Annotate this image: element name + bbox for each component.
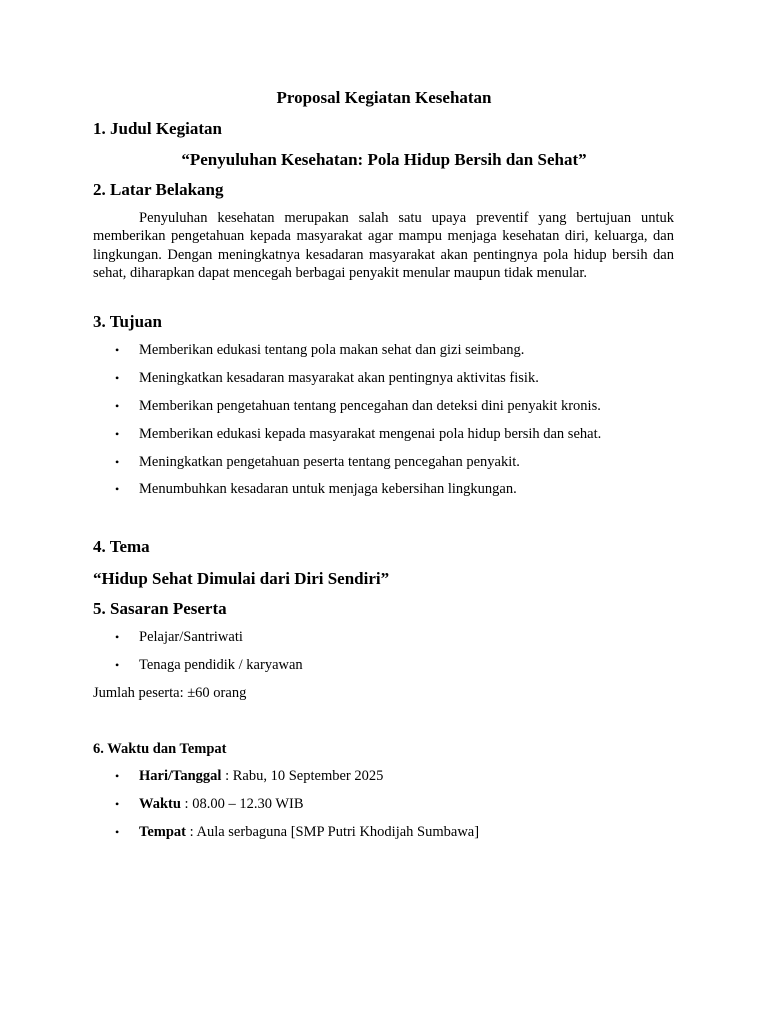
list-item: [0, 453, 768, 471]
section-heading-latar-belakang: 2. Latar Belakang: [93, 180, 224, 199]
bullet-icon: •: [115, 371, 120, 385]
activity-title: “Penyuluhan Kesehatan: Pola Hidup Bersih dan Sehat”: [181, 150, 587, 169]
detail-value: : Aula serbaguna [SMP Putri Khodijah Sumbawa]: [186, 824, 480, 840]
section-heading-waktu-tempat: 6. Waktu dan Tempat: [93, 741, 227, 757]
objective-text: Memberikan pengetahuan tentang pencegahan dan deteksi dini penyakit kronis.: [139, 398, 601, 414]
list-item: [0, 795, 768, 813]
bullet-icon: •: [115, 455, 120, 469]
schedule-detail: [139, 795, 304, 813]
detail-label: Tempat: [139, 824, 186, 840]
section-heading-tema: 4. Tema: [93, 537, 150, 556]
objective-text: Memberikan edukasi kepada masyarakat mengenai pola hidup bersih dan sehat.: [139, 426, 602, 442]
detail-label: Hari/Tanggal: [139, 768, 222, 784]
section-heading-tujuan: 3. Tujuan: [93, 312, 162, 331]
objective-text: Meningkatkan pengetahuan peserta tentang pencegahan penyakit.: [139, 454, 520, 470]
list-item: [0, 397, 768, 415]
participant-group-text: Pelajar/Santriwati: [139, 629, 243, 645]
objective-text: Meningkatkan kesadaran masyarakat akan pentingnya aktivitas fisik.: [139, 370, 539, 386]
bullet-icon: •: [115, 658, 120, 672]
list-item: [0, 656, 768, 674]
section-heading-sasaran-peserta: 5. Sasaran Peserta: [93, 599, 227, 618]
bullet-icon: •: [115, 427, 120, 441]
bullet-icon: •: [115, 343, 120, 357]
list-item: [0, 369, 768, 387]
list-item: [0, 628, 768, 646]
bullet-icon: •: [115, 482, 120, 496]
bullet-icon: •: [115, 399, 120, 413]
detail-value: : 08.00 – 12.30 WIB: [180, 796, 304, 812]
list-item: [0, 480, 768, 498]
objective-text: Memberikan edukasi tentang pola makan sehat dan gizi seimbang.: [139, 342, 525, 358]
background-paragraph: Penyuluhan kesehatan merupakan salah satu upaya preventif yang bertujuan untuk memberikan pengetahuan kepada masyarakat agar mampu menjaga kesehatan diri, keluarga, dan lingkungan. Dengan meningkatnya kesadaran masyarakat akan pentingnya pola hidup bersih dan sehat, diharapkan dapat mencegah berbagai penyakit menular maupun tidak menular.: [93, 210, 674, 281]
participant-group-text: Tenaga pendidik / karyawan: [139, 657, 303, 673]
detail-label: Waktu: [139, 796, 181, 812]
bullet-icon: •: [115, 825, 120, 839]
schedule-detail: [139, 823, 479, 841]
bullet-icon: •: [115, 630, 120, 644]
list-item: [0, 425, 768, 443]
theme-text: “Hidup Sehat Dimulai dari Diri Sendiri”: [93, 569, 390, 588]
list-item: [0, 341, 768, 359]
list-item: [0, 823, 768, 841]
bullet-icon: •: [115, 797, 120, 811]
schedule-detail: [139, 767, 383, 785]
objective-text: Menumbuhkan kesadaran untuk menjaga kebersihan lingkungan.: [139, 481, 517, 497]
document-title: Proposal Kegiatan Kesehatan: [276, 88, 492, 107]
section-heading-judul: 1. Judul Kegiatan: [93, 119, 222, 138]
detail-value: : Rabu, 10 September 2025: [221, 768, 384, 784]
bullet-icon: •: [115, 769, 120, 783]
participant-count: Jumlah peserta: ±60 orang: [93, 685, 247, 701]
list-item: [0, 767, 768, 785]
